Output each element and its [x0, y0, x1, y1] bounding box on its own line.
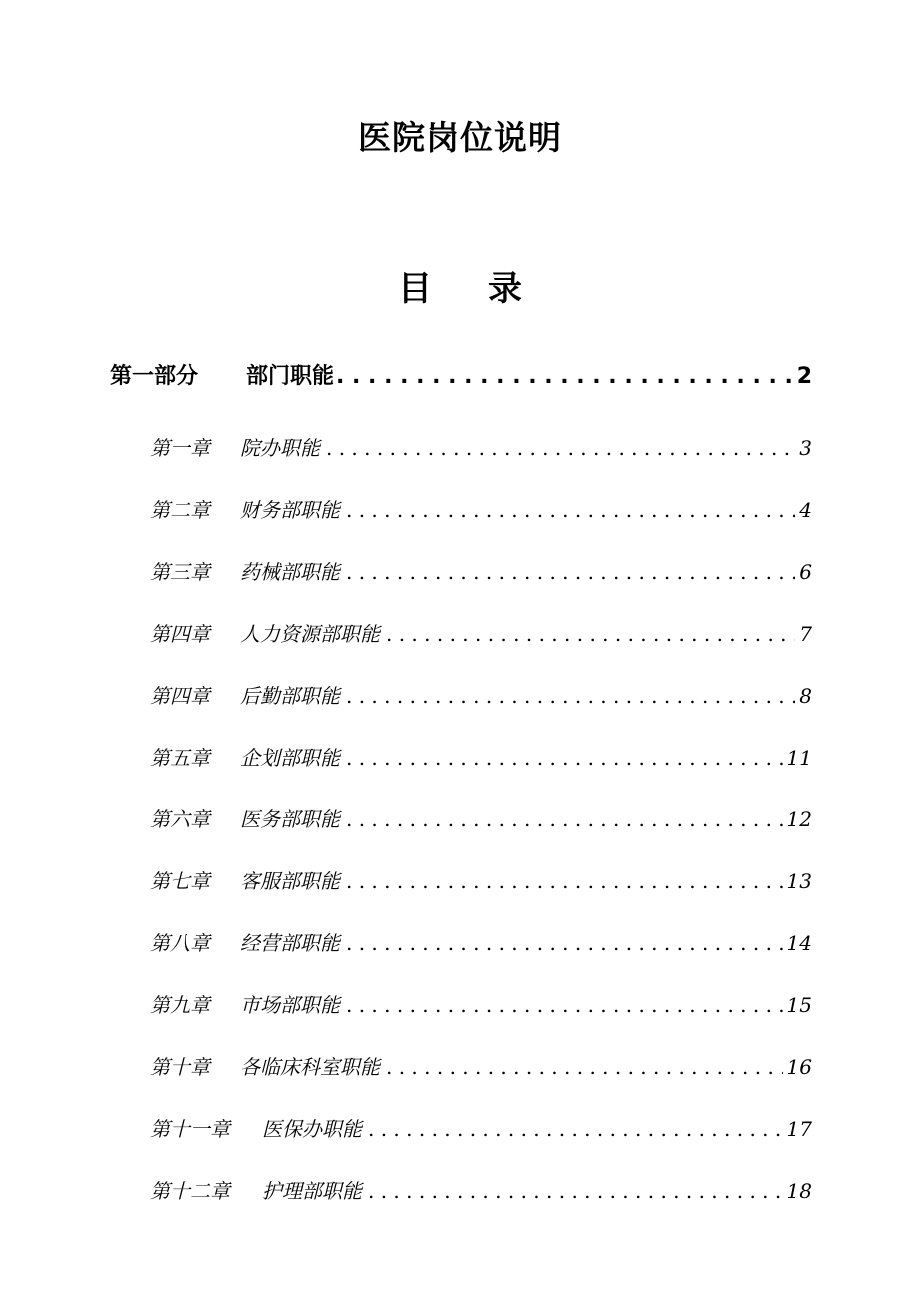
- toc-chapter-page: 7: [799, 622, 812, 646]
- toc-part-number: 第一部分: [110, 364, 199, 389]
- toc-dot-leader: [386, 1050, 783, 1084]
- toc-chapter-entry[interactable]: [150, 431, 812, 465]
- toc-chapter-number: 第七章: [150, 869, 210, 893]
- toc-part-page: 2: [796, 364, 812, 389]
- toc-chapter-title: 市场部职能: [240, 993, 340, 1017]
- toc-chapter-title: 财务部职能: [240, 498, 340, 522]
- toc-chapter-page: 16: [786, 1055, 812, 1079]
- toc-chapter-title: 各临床科室职能: [240, 1055, 380, 1079]
- toc-dot-leader: [368, 1112, 783, 1146]
- toc-chapter-number: 第十一章: [150, 1117, 230, 1141]
- toc-part-entry[interactable]: [110, 360, 812, 394]
- toc-chapter-title: 客服部职能: [240, 869, 340, 893]
- toc-chapter-entry[interactable]: [150, 741, 812, 775]
- toc-dot-leader: [346, 802, 783, 836]
- toc-chapter-page: 6: [799, 560, 812, 584]
- toc-dot-leader: [346, 679, 795, 713]
- toc-chapter-page: 18: [786, 1179, 812, 1203]
- toc-chapter-number: 第四章: [150, 622, 210, 646]
- toc-dot-leader: [346, 493, 795, 527]
- toc-heading-left: 目: [398, 269, 432, 309]
- toc-chapter-title: 护理部职能: [262, 1179, 362, 1203]
- toc-chapter-page: 15: [786, 993, 812, 1017]
- toc-chapter-title: 院办职能: [240, 436, 320, 460]
- toc-chapter-entry[interactable]: [150, 555, 812, 589]
- toc-chapter-page: 11: [786, 746, 812, 770]
- toc-dot-leader: [326, 431, 795, 465]
- toc-dot-leader: [346, 864, 783, 898]
- toc-chapter-entry[interactable]: [150, 1050, 812, 1084]
- toc-chapter-page: 4: [799, 498, 812, 522]
- toc-chapter-entry[interactable]: [150, 679, 812, 713]
- toc-chapter-number: 第六章: [150, 807, 210, 831]
- toc-chapter-entry[interactable]: [150, 617, 812, 651]
- toc-chapter-title: 后勤部职能: [240, 684, 340, 708]
- toc-chapter-entry[interactable]: [150, 926, 812, 960]
- toc-chapter-entry[interactable]: [150, 1112, 812, 1146]
- toc-dot-leader: [386, 617, 795, 651]
- toc-chapter-number: 第二章: [150, 498, 210, 522]
- toc-chapter-title: 药械部职能: [240, 560, 340, 584]
- toc-chapter-entry[interactable]: [150, 988, 812, 1022]
- toc-dot-leader: [346, 555, 795, 589]
- toc-dot-leader: [368, 1174, 783, 1208]
- toc-dot-leader: [346, 926, 783, 960]
- toc-chapter-title: 医务部职能: [240, 807, 340, 831]
- toc-chapter-page: 14: [786, 931, 812, 955]
- toc-chapter-title: 医保办职能: [262, 1117, 362, 1141]
- toc-chapter-number: 第四章: [150, 684, 210, 708]
- toc-chapter-page: 12: [786, 807, 812, 831]
- toc-chapter-number: 第八章: [150, 931, 210, 955]
- toc-chapter-entry[interactable]: [150, 802, 812, 836]
- toc-dot-leader: [336, 360, 793, 394]
- toc-chapter-number: 第一章: [150, 436, 210, 460]
- toc-chapter-entry[interactable]: [150, 864, 812, 898]
- toc-dot-leader: [346, 988, 783, 1022]
- toc-chapter-number: 第五章: [150, 746, 210, 770]
- toc-chapter-number: 第三章: [150, 560, 210, 584]
- toc-part-title: 部门职能: [246, 364, 335, 389]
- toc-chapter-page: 13: [786, 869, 812, 893]
- toc-heading: [0, 264, 920, 314]
- toc-chapter-entry[interactable]: [150, 1174, 812, 1208]
- toc-chapter-number: 第九章: [150, 993, 210, 1017]
- toc-chapter-title: 人力资源部职能: [240, 622, 380, 646]
- toc-heading-right: 录: [488, 269, 522, 309]
- toc-chapter-page: 17: [786, 1117, 812, 1141]
- toc-chapter-number: 第十二章: [150, 1179, 230, 1203]
- toc-chapter-number: 第十章: [150, 1055, 210, 1079]
- document-title: 医院岗位说明: [358, 118, 562, 157]
- toc-chapter-title: 经营部职能: [240, 931, 340, 955]
- toc-chapter-page: 8: [799, 684, 812, 708]
- toc-chapter-page: 3: [799, 436, 812, 460]
- toc-chapter-title: 企划部职能: [240, 746, 340, 770]
- toc-dot-leader: [346, 741, 783, 775]
- toc-chapter-entry[interactable]: [150, 493, 812, 527]
